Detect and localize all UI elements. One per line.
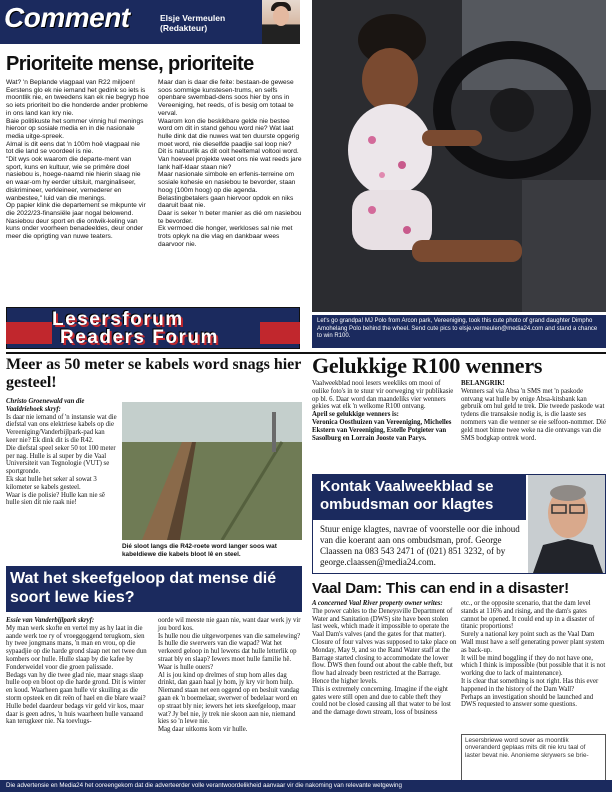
- paragraph: etc., or the opposite scenario, that the dam level stands at 116% and rising, and the dam's gates cannot be opened. It could end up in a disaster of titanic proportions!: [461, 600, 595, 631]
- paragraph: Op papier klink die departement se mikpunte vir die 2022/23-finansiële jaar nogal belowend.: [6, 202, 146, 217]
- paragraph: Surely a national key point such as the Vaal Dam Wall must have a self generating power plant system as back-up.: [461, 631, 605, 654]
- paragraph: Vaalweekblad nooi lesers weekliks om mooi of oulike foto's in te stuur vir oorweging vir publikasie op bl. 6. Daar word dan maandeliks vier wenners gekies wat elk 'n welkome R100 ontvang.: [312, 380, 454, 411]
- winners-column-1: [312, 380, 457, 442]
- paragraph: Maar dan is daar die feite: bestaan-de gewese soos sommige kunstesen-trums, en selfs openbare swembad-dens soos hier by ons in Vereeniging, het reeds, of is besig om totaal te verval.: [158, 79, 294, 117]
- winners-list: Veronica Oosthuizen van Vereeniging, Michelles Ekstern van Vereeniging, Estelle Potgieter van Sasolburg en Lorrain Jooste van Parys.: [312, 418, 452, 442]
- winners-column-2: [461, 380, 606, 442]
- paragraph: Ek skat hulle het seker al sowat 3 kilometer se kabels gesteel.: [6, 475, 97, 491]
- editorial-column-1: [6, 79, 149, 241]
- ombudsman-text: Stuur enige klagtes, navrae of voorstelle oor die inhoud van die koerant aan ons ombudsman, prof. George Claassen na 083 543 2471 of (021) 851 3232, of by george.claassen@media24.com.: [320, 524, 520, 567]
- paragraph: The power cables to the Deneysville Department of Water and Sanitation (DWS) site have been stolen last week, which made it impossible to operate the Vaal Dam's valves (and the gates for that matter).: [312, 607, 453, 639]
- paragraph: "Dit wys ook waarom die departe-ment van sport, kuns en kultuur, wie se primêre doel nasiebou is, hoege-naamd nie hierin slaag nie en waar-om hy eerder uitsluit, marginaliseer, diskrimineer, verkleineer, vernederer en wanbestee," luid van die menings.: [6, 156, 141, 202]
- paragraph: Waarom kon die beskikbare gelde nie bestee word om dit in stand gehou word nie? Wat laat hulle dink dat die nuwes wat ten duurste opgerig moet word, nie dieselfde paadjie sal loop nie?: [158, 117, 300, 148]
- photo-caption: Let's go grandpa! MJ Polo from Arcon park, Vereeniging, took this cute photo of grand daughter Dimpho Amohelang Polo behind the wheel. Send cute pics to elsje.vermeulen@media24.com and stand a chance to win R100.: [312, 315, 606, 348]
- ombudsman-photo: [528, 475, 605, 573]
- paragraph: Almal is dit eens dat 'n 100m hoë vlagpaal nie tot die land se voordeel is nie.: [6, 140, 140, 156]
- paragraph: Belastingbetalers gaan hiervoor opdok en niks daaruit baat nie.: [158, 194, 294, 210]
- editorial-column-2: [158, 79, 302, 248]
- readers-forum-title: Readers Forum: [60, 327, 219, 348]
- winners-headline: Gelukkige R100 wenners: [312, 353, 543, 378]
- important-label: BELANGRIK!: [461, 380, 505, 387]
- paragraph: Dit is natuurlik as dit ooit heeltemal voltooi word. Van hoeveel projekte weet ons nie wat reeds jare lank half-klaar staan nie?: [158, 148, 302, 171]
- ombudsman-portrait: [528, 475, 605, 573]
- paragraph: Nasiebou deur sport en die ontwik-keling van kuns onder voorheen benadeeldes, deur onder meer die oprigting van nuwe teaters.: [6, 217, 144, 241]
- vaal-dam-column-1: [312, 600, 457, 717]
- banner-accent-left: [6, 322, 52, 344]
- lesersforum-title: Lesersforum: [52, 309, 184, 330]
- paragraph: Maar nasionale simbole en erfenis-terreine om sosiale kohesie en nasiebou te bevorder, staan hoog (100m hoog) op die agenda.: [158, 171, 296, 194]
- reader-photo: [312, 0, 606, 312]
- paragraph: Daar is seker 'n beter manier as dié om nasiebou te bevorder.: [158, 209, 302, 225]
- skeef-headline: Wat het skeefgeloop dat mense dié soort lewe kies?: [10, 570, 277, 606]
- paragraph: Perhaps an investigation should be launched and DWS requested to answer some questions.: [461, 693, 594, 709]
- paragraph: It will be mind boggling if they do not have one, which I think is impossible (but possible that it is not working due to lack of maintenance).: [461, 654, 606, 678]
- comment-title: Comment: [4, 2, 130, 33]
- vaal-dam-column-2: [461, 600, 606, 709]
- paragraph: My man werk skofte en vertel my as hy laat in die aande werk toe ry of vroeggoggend terugkom, sien hy twee jongmans mans, 'n man en vrou, op die sypaadjie op die harde grond slaap net net twee dun kombers oor hulle. Hulle slaap by die kafee by Fonderweidel voor die groen palissade.: [6, 624, 147, 671]
- trench-illustration: [122, 402, 302, 540]
- byline: A concerned Vaal River property owner writes:: [312, 600, 443, 607]
- paragraph: Die diefstal speel seker 50 tot 100 meter per nag. Hulle is al super by die Vaal Universiteit van Tegnologie (VUT) se sportgronde.: [6, 444, 116, 476]
- banner-accent-right: [260, 322, 300, 344]
- ombudsman-title: Kontak Vaalweekblad se ombudsman oor klagtes: [320, 478, 494, 513]
- child-steering-wheel-illustration: [312, 0, 606, 312]
- paragraph: This is extremely concerning. Imagine if the eight gates were still open and due to cable theft they could not be closed causing all that water to be lost and the damage down stream, loss of business: [312, 685, 451, 717]
- paragraph: Wenners sal via Absa 'n SMS met 'n paskode ontvang wat hulle by enige Absa-kitsbank kan gebruik om hul geld te trek. Die tweede paskode wat tydens die transaksie nodig is, is die laaste ses nommers van die wenner se eie selfoon-nommer. Dié geld moet binne twee weke na die ontvangs van die SMS bodgkap ontrek word.: [461, 387, 606, 442]
- paragraph: Bedags van hy die twee glad nie, maar snags slaap hulle oop en bloot op die harde grond. Dit is winter en koud. Waarheen gaan hulle vir skuiling as die storm opsteek en dit reën of hael en die blare waai? Hulle bedel daardeur bedags vir geld vir kos, maar daar is geen adres, 'n huis waarheen hulle vanaand kan terugkeer nie. Na toevlugs-: [6, 671, 146, 726]
- cable-theft-headline: Meer as 50 meter se kabels word snags hier gesteel!: [6, 356, 302, 391]
- editorial-headline: Prioriteite mense, prioriteite: [6, 53, 254, 75]
- author-photo: [262, 0, 300, 44]
- skeef-column-1: [6, 617, 150, 726]
- paragraph: Is daar nie iemand of 'n instansie wat die diefstal van ons elektriese kabels op die Vereeniging/Vanderbijlpark-pad kan keer nie? Ek dink dit is die R42.: [6, 413, 117, 444]
- letters-policy-note: Lesersbriewe word sover as moontlik onveranderd geplaas mits dit nie kru taal of laster bevat nie. Anonieme skrywers se brie-: [461, 734, 606, 782]
- paragraph: Al is jou kind op drelmes of stup hom alles dag drinkt, dan gaan haal jy hom, jy kry vir hom hulp. Niemand staan net een oggend op en besluit vandag gaan ek 'n boemelaar, swerwer of bedelaar word en op straat bly nie; iewers het iets skeefgeloop, maar wat? Jy bel nie, jy trek nie skoon aan nie, niemand kies so 'n lewe nie.: [158, 671, 300, 726]
- author-byline: [160, 13, 260, 33]
- cable-theft-body: [6, 398, 118, 507]
- cable-photo-caption: Dié sloot langs die R42-roete word langer soos wat kabeldiewe die kabels bloot lê en steel.: [122, 543, 277, 558]
- paragraph: Mag daar uitkoms kom vir hulle.: [158, 726, 248, 734]
- paragraph: Baie politikuste het sommer vinnig hul menings hieroor op sosiale media en in die nasionale media uitge-spreek.: [6, 117, 144, 140]
- paragraph: oorde wil meeste nie gaan nie, want daar werk jy vir jou bord kos.: [158, 617, 301, 632]
- paragraph: Ek vermoed die honger, werkloses sal nie met trots opkyk na die vlag en dankbaar wees daarvoor nie.: [158, 225, 293, 248]
- author-name: Elsje Vermeulen: [160, 13, 226, 23]
- paragraph: Waar is die polisie? Hulle kan nie sê hulle sien dit nie raak nie!: [6, 491, 105, 507]
- paragraph: Is hulle nou die uitgeworpenes van die samelewing? Is hulle die swerwers van die wapad? Wat het verkeerd geloop in hul lewens dat hulle letterlik op straat bly en slaap? Iewers moet hulle familie hê. Waar is hulle ouers?: [158, 632, 301, 671]
- advertising-disclaimer-footer: Die advertensie en Media24 het ooreengekom dat die adverteerder volle verantwoordelikheid aanvaar vir die nakoming van relevante wetgewing: [0, 780, 612, 792]
- vaal-dam-headline: Vaal Dam: This can end in a disaster!: [312, 580, 569, 597]
- paragraph: It is clear that something is not right. Has this ever happened in the history of the Dam Wall?: [461, 677, 599, 693]
- author-role: (Redakteur): [160, 23, 208, 33]
- byline: Christo Groenewald van die Vaaldriehoek skryf:: [6, 398, 85, 413]
- paragraph: Wat? 'n Beplande vlagpaal van R22 miljoen! Eerstens glo ek nie iemand het gedink so iets is moontlik nie, en tweedens kan ek nie begryp hoe so iets prioriteit bo die honderde ander probleme in ons land kan kry nie.: [6, 79, 149, 117]
- paragraph: April se gelukkige wenners is:: [312, 411, 399, 419]
- skeef-column-2: [158, 617, 302, 734]
- cable-trench-photo: [122, 402, 302, 540]
- paragraph: Closure of four valves was supposed to take place on Monday, May 9, and so the Rand Water staff at the Barrage started closing to accommodate the lower flow. DWS then found out about the cable theft, but flow had already been restricted at the Barrage. Hence the higher levels.: [312, 638, 457, 685]
- byline: Essie van Vanderbijlpark skryf:: [6, 617, 95, 624]
